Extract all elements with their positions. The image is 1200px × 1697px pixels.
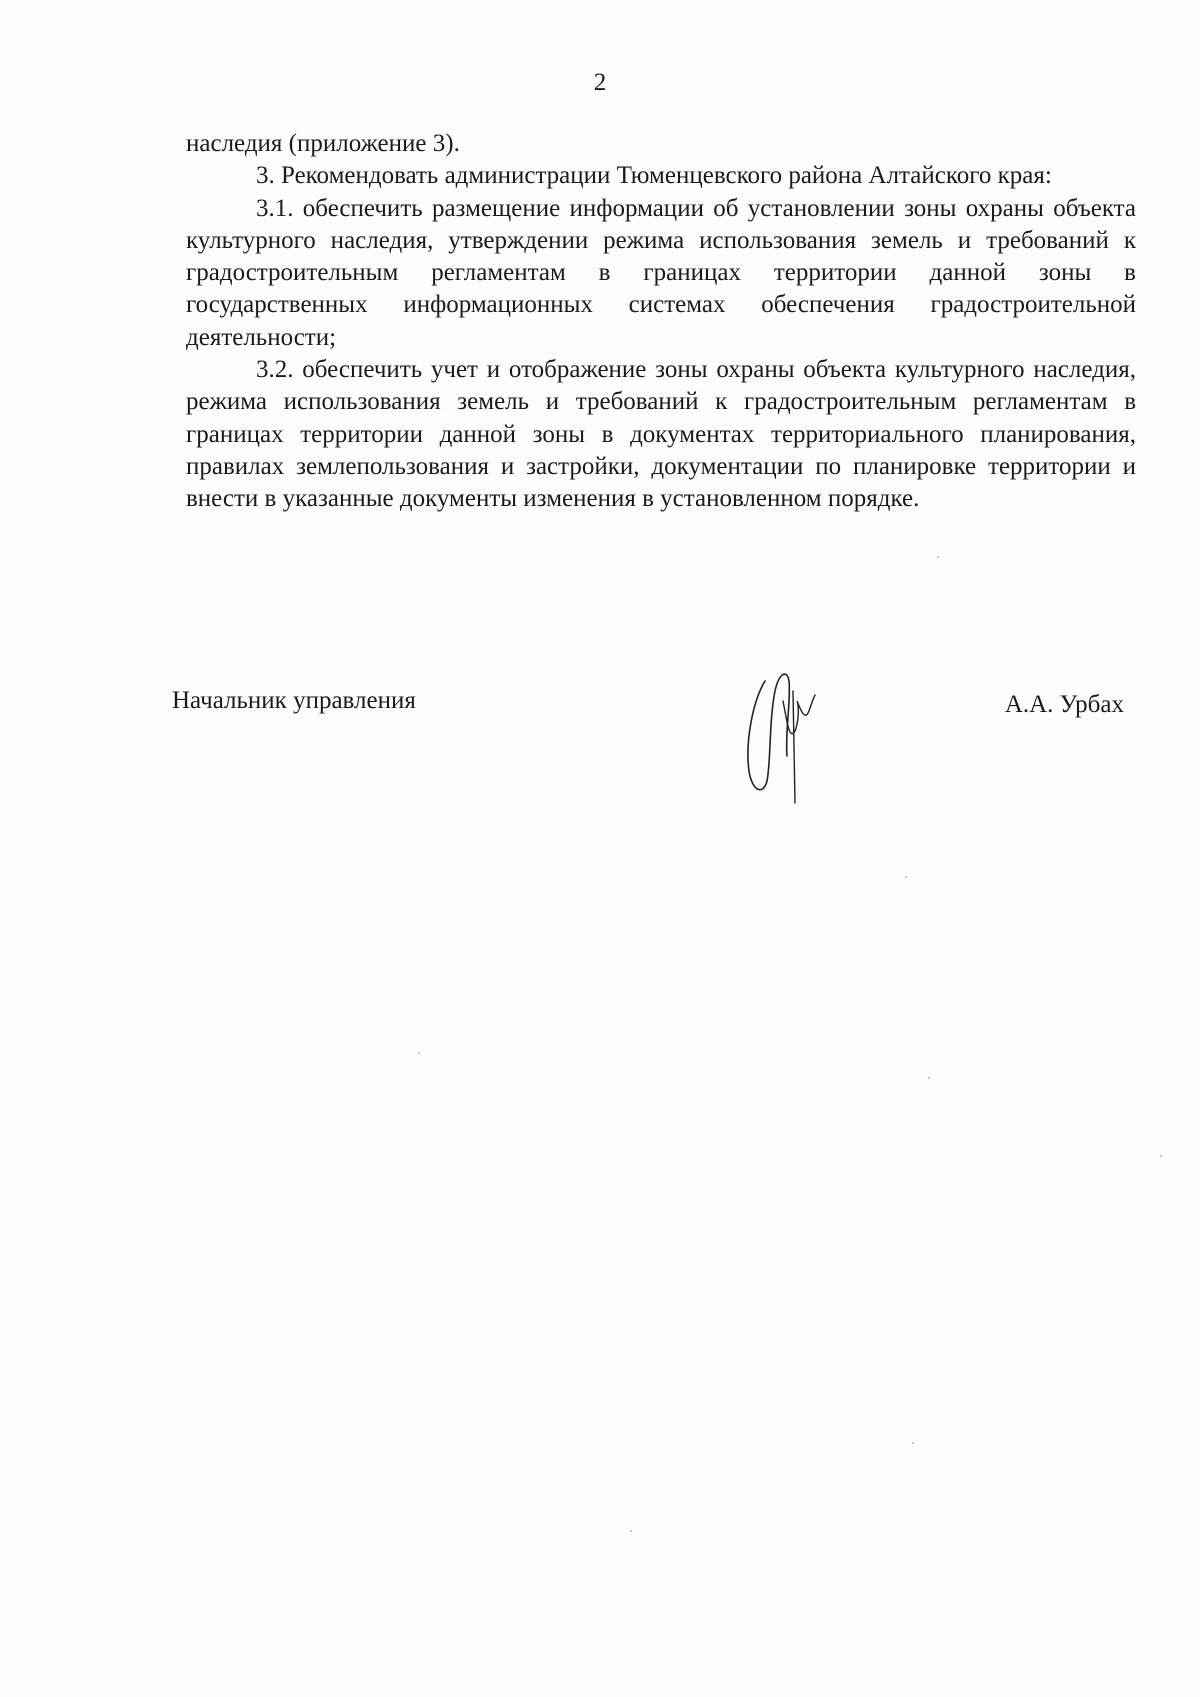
signatory-position: Начальник управления [172, 687, 416, 714]
scan-speck [912, 1442, 914, 1444]
scan-speck [928, 1077, 930, 1079]
scan-speck [937, 556, 939, 558]
signatory-name: А.А. Урбах [1004, 691, 1124, 718]
paragraph-item-3-2: 3.2. обеспечить учет и отображение зоны охраны объекта культурного наследия, режима использования земель и требований к градостроительным регламентам в границах территории данной зоны в документах территориального планирования, правилах землепользования и застройки, документации по планировке территории и внести в указанные документы изменения в установленном порядке. [186, 356, 1136, 513]
paragraph-item-3: 3. Рекомендовать администрации Тюменцевского района Алтайского края: [256, 162, 1052, 190]
page-number: 2 [593, 69, 607, 96]
scan-speck [630, 1530, 632, 1532]
document-body [186, 128, 1136, 516]
scan-speck [1160, 1155, 1162, 1157]
paragraph-item-3-1: 3.1. обеспечить размещение информации об установлении зоны охраны объекта культурного наследия, утверждении режима использования земель и требований к градостроительным регламентам в границах территории данной зоны в государственных информационных системах обеспечения градостроительной деятельности; [186, 194, 1136, 351]
handwritten-signature [735, 661, 825, 811]
scan-speck [905, 876, 907, 878]
signature-block [0, 685, 1200, 825]
scan-speck [418, 1052, 420, 1054]
paragraph-continuation: наследия (приложение 3). [186, 130, 460, 157]
